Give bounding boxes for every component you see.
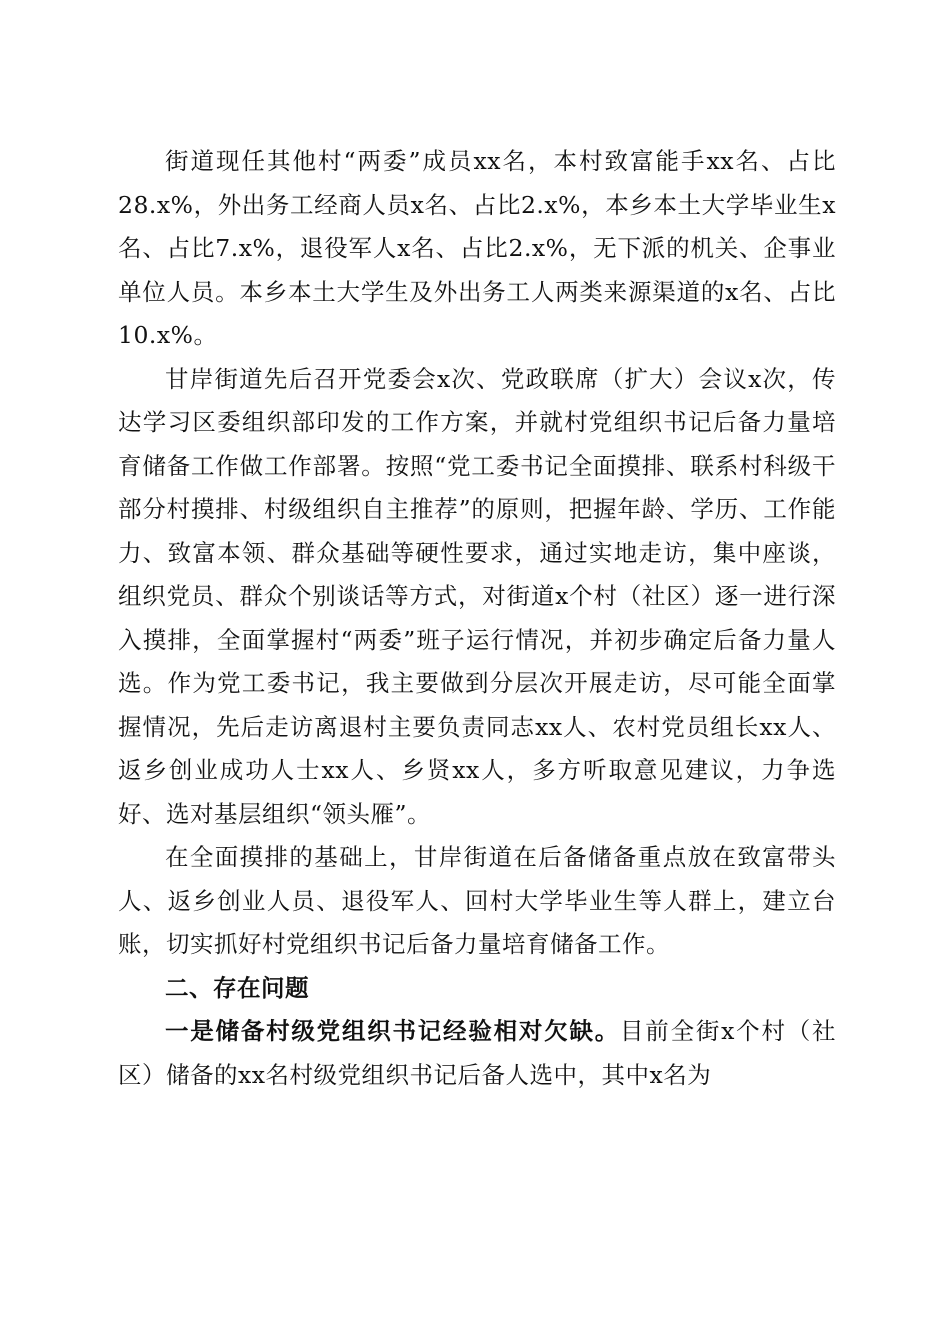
document-body <box>118 140 836 1097</box>
section-heading: 二、存在问题 <box>165 973 309 1002</box>
paragraph-lead-sentence: 一是储备村级党组织书记经验相对欠缺。 <box>165 1017 621 1045</box>
paragraph-problem-one <box>118 1010 836 1097</box>
paragraph-investigation: 甘岸街道先后召开党委会x次、党政联席（扩大）会议x次，传达学习区委组织部印发的工作方案，并就村党组织书记后备力量培育储备工作做工作部署。按照“党工委书记全面摸排、联系村科级干部分村摸排、村级组织自主推荐”的原则，把握年龄、学历、工作能力、致富本领、群众基础等硬性要求，通过实地走访，集中座谈，组织党员、群众个别谈话等方式，对街道x个村（社区）逐一进行深入摸排，全面掌握村“两委”班子运行情况，并初步确定后备力量人选。作为党工委书记，我主要做到分层次开展走访，尽可能全面掌握情况，先后走访离退村主要负责同志xx人、农村党员组长xx人、返乡创业成功人士xx人、乡贤xx人，多方听取意见建议，力争选好、选对基层组织“领头雁”。 <box>118 364 836 828</box>
paragraph-members: 街道现任其他村“两委”成员xx名，本村致富能手xx名、占比28.x%，外出务工经商人员x名、占比2.x%，本乡本土大学毕业生x名、占比7.x%，退役军人x名、占比2.x%，无下派的机关、企事业单位人员。本乡本土大学生及外出务工人两类来源渠道的x名、占比10.x%。 <box>118 147 836 349</box>
paragraph-reserve-focus: 在全面摸排的基础上，甘岸街道在后备储备重点放在致富带头人、返乡创业人员、退役军人、回村大学毕业生等人群上，建立台账，切实抓好村党组织书记后备力量培育储备工作。 <box>118 843 836 958</box>
paragraph-body-text: 目前全街x个村（社区）储备的xx名村级党组织书记后备人选中，其中x名为 <box>118 1017 836 1089</box>
